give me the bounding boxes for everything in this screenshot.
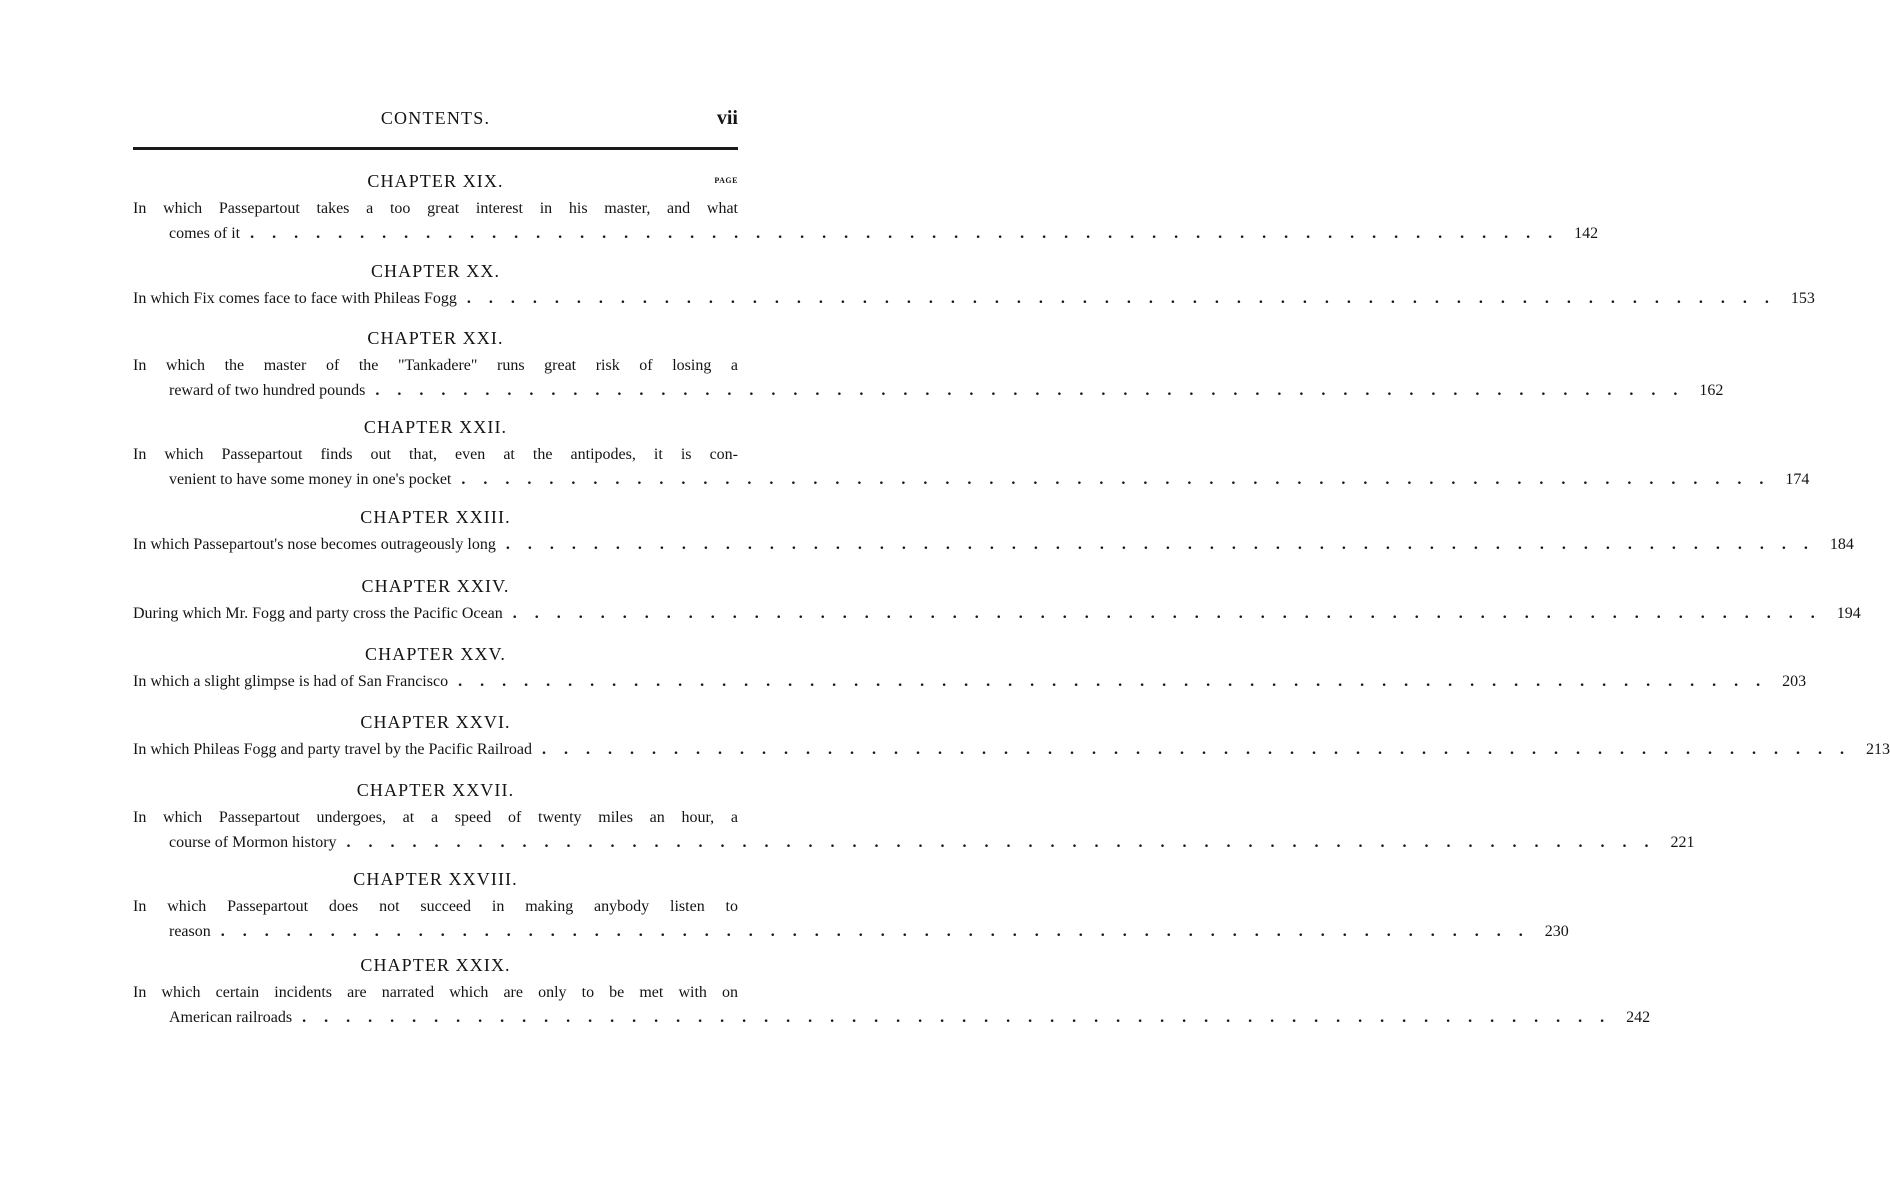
chapter-title: CHAPTER XIX.	[367, 171, 504, 191]
entry-text-last-line: reason	[169, 923, 211, 940]
chapter-title: CHAPTER XXVII.	[356, 780, 515, 800]
entry-text-last-line: In which Phileas Fogg and party travel by the Pacific Railroad	[133, 741, 533, 758]
entry-text-line: In which certain incidents are narrated which are only to be met with on	[133, 984, 738, 1001]
entry-text-line: In which the master of the "Tankadere" runs great risk of losing a	[133, 357, 738, 374]
chapter-entry[interactable]	[133, 198, 1599, 248]
chapter-title: CHAPTER XXIII.	[360, 507, 511, 527]
dot-leader: ............................................................	[302, 1009, 1623, 1026]
page-number: 230	[1544, 923, 1569, 940]
chapter-entry[interactable]	[133, 739, 1890, 764]
page-folio: vii	[716, 107, 738, 129]
page-number: 213	[1866, 741, 1890, 758]
entry-text-last-line: reward of two hundred pounds	[169, 382, 366, 399]
page-number: 203	[1782, 673, 1807, 690]
chapter-entry[interactable]	[133, 288, 1815, 313]
dot-leader: ............................................................	[505, 536, 1826, 553]
entry-text-line: In which Passepartout undergoes, at a speed of twenty miles an hour, a	[133, 809, 738, 826]
dot-leader: ............................................................	[375, 382, 1696, 399]
entry-text-last-line: In which Passepartout's nose becomes outrageously long	[133, 536, 496, 553]
chapter-entry[interactable]	[133, 534, 1854, 559]
chapter-title: CHAPTER XXIX.	[360, 955, 511, 975]
entry-text-last-line: comes of it	[169, 225, 241, 242]
chapter-entry[interactable]	[133, 603, 1861, 628]
chapter-entry[interactable]	[133, 807, 1695, 857]
chapter-title: CHAPTER XX.	[370, 261, 501, 281]
running-title: CONTENTS.	[380, 108, 491, 128]
dot-leader: ............................................................	[346, 834, 1667, 851]
entry-text-last-line: American railroads	[169, 1009, 293, 1026]
dot-leader: ............................................................	[250, 225, 1571, 242]
chapter-title: CHAPTER XXVI.	[360, 712, 511, 732]
entry-text-last-line: course of Mormon history	[169, 834, 337, 851]
page-number: 142	[1574, 225, 1599, 242]
chapter-title: CHAPTER XXII.	[363, 417, 508, 437]
dot-leader: ............................................................	[461, 471, 1782, 488]
page-number: 221	[1670, 834, 1695, 851]
entry-text-last-line: In which Fix comes face to face with Phileas Fogg	[133, 290, 457, 307]
entry-text-line: In which Passepartout does not succeed in making anybody listen to	[133, 898, 738, 915]
page-number: 242	[1626, 1009, 1651, 1026]
chapter-entry[interactable]	[133, 982, 1651, 1032]
chapter-entry[interactable]	[133, 671, 1807, 696]
page-number: 153	[1790, 290, 1815, 307]
chapter-title: CHAPTER XXVIII.	[353, 869, 518, 889]
page-number: 162	[1699, 382, 1724, 399]
dot-leader: ............................................................	[466, 290, 1787, 307]
page-column-label: PAGE	[714, 176, 738, 185]
dot-leader: ............................................................	[542, 741, 1863, 758]
dot-leader: ............................................................	[220, 923, 1541, 940]
entry-text-last-line: During which Mr. Fogg and party cross the Pacific Ocean	[133, 605, 503, 622]
chapter-entry[interactable]	[133, 444, 1810, 494]
entry-text-last-line: venient to have some money in one's pocket	[169, 471, 452, 488]
entry-text-line: In which Passepartout takes a too great interest in his master, and what	[133, 200, 738, 217]
chapter-title: CHAPTER XXV.	[365, 644, 506, 664]
chapter-title: CHAPTER XXIV.	[361, 576, 510, 596]
entry-text-line: In which Passepartout finds out that, even at the antipodes, it is con-	[133, 446, 738, 463]
chapter-entry[interactable]	[133, 355, 1724, 405]
page-number: 194	[1836, 605, 1861, 622]
chapter-entry[interactable]	[133, 896, 1569, 946]
entry-text-last-line: In which a slight glimpse is had of San Francisco	[133, 673, 449, 690]
chapter-title: CHAPTER XXI.	[367, 328, 504, 348]
dot-leader: ............................................................	[512, 605, 1833, 622]
page-number: 174	[1785, 471, 1810, 488]
page-number: 184	[1829, 536, 1854, 553]
dot-leader: ............................................................	[458, 673, 1779, 690]
